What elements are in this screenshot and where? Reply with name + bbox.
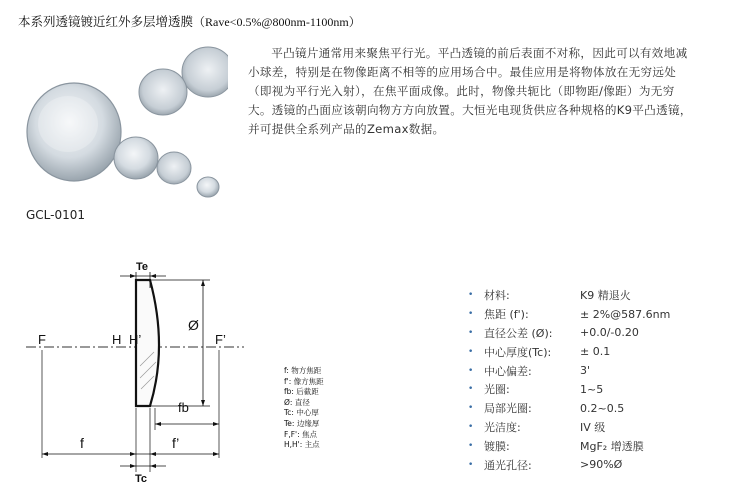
legend-item: f: 物方焦距: [284, 366, 322, 375]
label-f: f: [80, 435, 84, 451]
spec-label: 材料:: [484, 289, 510, 303]
legend-item: fb: 后截距: [284, 387, 319, 397]
spec-row: [468, 342, 670, 361]
lens-top-right: [182, 47, 228, 97]
spec-label: 中心偏差:: [484, 364, 532, 378]
spec-row: [468, 324, 670, 343]
legend-item: f': 像方焦距: [284, 376, 324, 386]
spec-list: [468, 286, 670, 474]
spec-value: >90%Ø: [580, 458, 623, 472]
spec-label: 中心厚度(Tc):: [484, 345, 552, 359]
spec-label: 光洁度:: [484, 420, 521, 434]
lens-diagram: [20, 258, 270, 488]
spec-value: 3': [580, 364, 591, 378]
spec-value: K9 精退火: [580, 289, 631, 303]
spec-row: [468, 418, 670, 437]
bullet-icon: •: [468, 346, 474, 357]
lens-medium: [114, 137, 158, 179]
legend-item: Tc: 中心厚: [284, 408, 319, 418]
label-te: Te: [136, 261, 149, 273]
spec-value: +0.0/-0.20: [580, 326, 639, 340]
spec-row: [468, 455, 670, 474]
bullet-icon: •: [468, 384, 474, 395]
diagram-legend: [284, 366, 324, 451]
bullet-icon: •: [468, 421, 474, 432]
legend-item: Ø: 直径: [284, 397, 310, 407]
spec-row: [468, 305, 670, 324]
spec-value: IV 级: [580, 420, 606, 434]
spec-value: 1~5: [580, 382, 604, 396]
spec-label: 通光孔径:: [484, 458, 532, 472]
label-tc: Tc: [135, 473, 148, 485]
spec-value: 0.2~0.5: [580, 401, 625, 415]
spec-row: [468, 399, 670, 418]
spec-row: [468, 436, 670, 455]
label-F-prime: F’: [215, 332, 226, 347]
lens-tiny: [197, 177, 219, 197]
spec-value: MgF₂ 增透膜: [580, 439, 644, 453]
model-number: GCL-0101: [26, 208, 86, 222]
spec-label: 局部光圈:: [484, 402, 532, 416]
label-H-prime: H’: [129, 332, 142, 347]
page-title: [18, 12, 361, 30]
description: 平凸镜片通常用来聚焦平行光。平凸透镜的前后表面不对称，因此可以有效地减小球差，特别是在物像距离不相等的应用场合中。最佳应用是将物体放在无穷远处（即视为平行光入射），在焦平面成像。此时，物像共轭比（即物距/像距）为无穷大。透镜的凸面应该朝向物方方向放置。大恒光电现货供应各种规格的K9平凸透镜，并可提供全系列产品的Zemax数据。: [248, 46, 692, 136]
label-F: F: [38, 332, 46, 347]
legend-item: H,H': 主点: [284, 440, 320, 450]
legend-item: F,F': 焦点: [284, 429, 317, 439]
spec-row: [468, 286, 670, 305]
bullet-icon: •: [468, 290, 474, 301]
spec-row: [468, 361, 670, 380]
spec-label: 光圈:: [484, 383, 510, 397]
spec-label: 焦距 (f'):: [484, 308, 529, 322]
spec-value: ± 2%@587.6nm: [580, 307, 671, 321]
lens-small: [157, 152, 191, 184]
spec-label: 镀膜:: [484, 439, 510, 453]
spec-row: [468, 380, 670, 399]
bullet-icon: •: [468, 459, 474, 470]
title-spec: （Rave<0.5%@800nm-1100nm）: [193, 15, 361, 29]
label-diameter: Ø: [188, 317, 199, 333]
label-fb: fb: [178, 400, 189, 415]
legend-item: Te: 边缘厚: [284, 418, 320, 428]
label-f-prime: f’: [172, 435, 180, 451]
bullet-icon: •: [468, 403, 474, 414]
bullet-icon: •: [468, 327, 474, 338]
spec-label: 直径公差 (Ø):: [484, 326, 553, 340]
spec-value: ± 0.1: [580, 345, 611, 359]
title-main: 本系列透镜镀近红外多层增透膜: [18, 14, 194, 29]
lens-mid-right: [139, 69, 187, 115]
lenses-photo: [18, 40, 228, 200]
bullet-icon: •: [468, 309, 474, 320]
label-H: H: [112, 332, 122, 347]
bullet-icon: •: [468, 440, 474, 451]
bullet-icon: •: [468, 365, 474, 376]
